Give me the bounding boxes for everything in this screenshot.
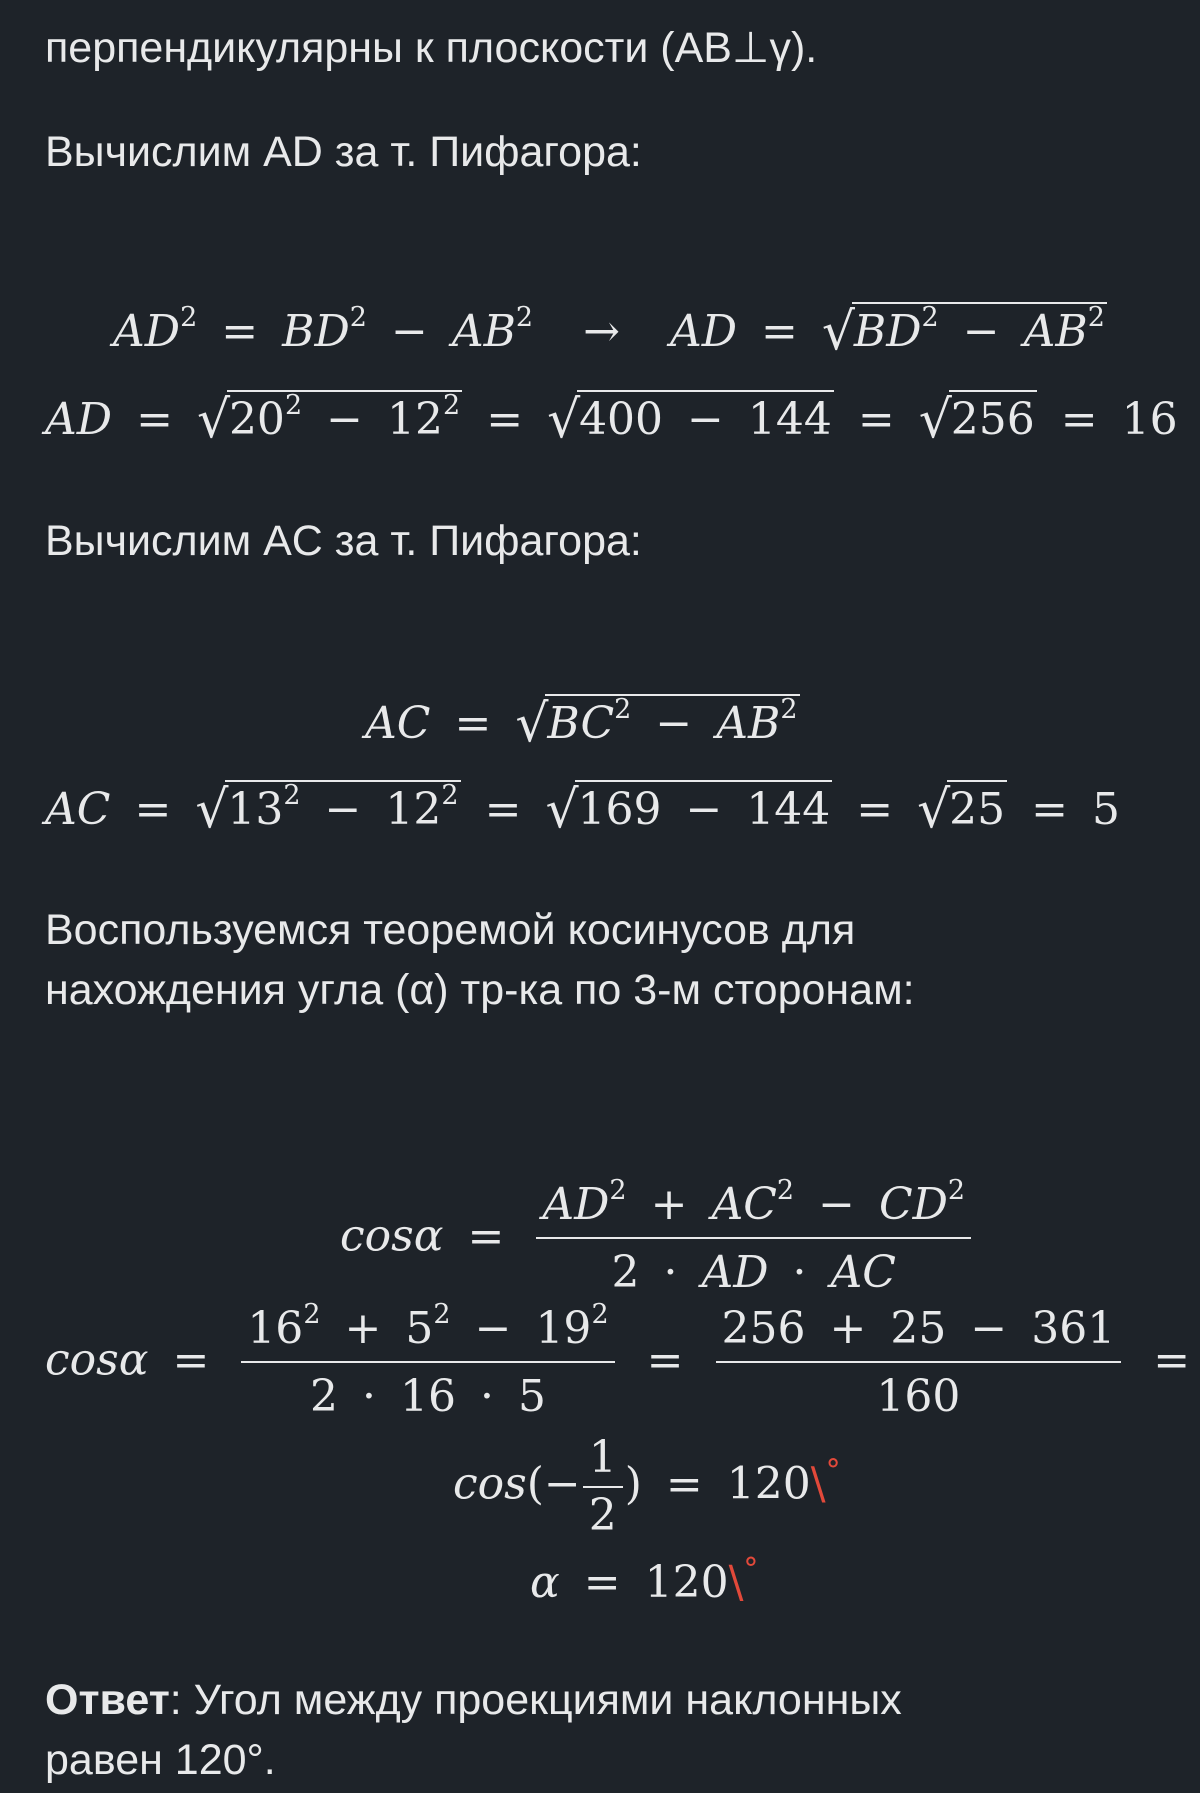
formula-ac-pythagoras: AC = √ $BC^2 - AB^2$ xyxy=(365,694,798,754)
formula-ad-numeric: AD = √ $20^2 - 12^2$ = √ 400 − 144 = √ 256 = 16 xyxy=(45,390,1178,450)
paragraph-cosine-theorem-line2: нахождения угла (α) тр-ка по 3-м сторонам: xyxy=(45,966,915,1014)
formula-ad-pythagoras: $AD^2 = BD^2 - AB^2$ → AD = √ $BD^2 - AB^2$ xyxy=(113,302,1105,362)
paragraph-compute-ad: Вычислим AD за т. Пифагора: xyxy=(45,128,642,176)
paragraph-compute-ac: Вычислим AC за т. Пифагора: xyxy=(45,517,642,565)
formula-cos-half: cos(− $\frac{1}{2}$ ) = 120\° xyxy=(453,1432,841,1541)
paragraph-perpendicular: перпендикулярны к плоскости (AB⊥γ). xyxy=(45,24,818,72)
paragraph-cosine-theorem-line1: Воспользуемся теоремой косинусов для xyxy=(45,906,856,954)
answer-label: Ответ xyxy=(45,1676,170,1724)
answer-text: : Угол между проекциями наклонных xyxy=(169,1676,902,1724)
formula-alpha: α = 120\° xyxy=(530,1552,759,1608)
formula-cos-general: cosα = $\frac{AD^2 + AC^2 - CD^2}{2 \cdot AD \cdot AC}$ xyxy=(340,1183,979,1295)
answer-line-1 xyxy=(45,1670,902,1730)
answer-line-2: равен 120°. xyxy=(45,1736,276,1784)
formula-ac-numeric: AC = √ $13^2 - 12^2$ = √ 169 − 144 = √ 25 = 5 xyxy=(45,780,1121,840)
formula-cos-numeric: cosα = $\frac{16^2 + 5^2 - 19^2}{2 \cdot 16 \cdot 5}$ = $\frac{256 + 25 - 361}{160}$ = xyxy=(45,1299,1191,1422)
